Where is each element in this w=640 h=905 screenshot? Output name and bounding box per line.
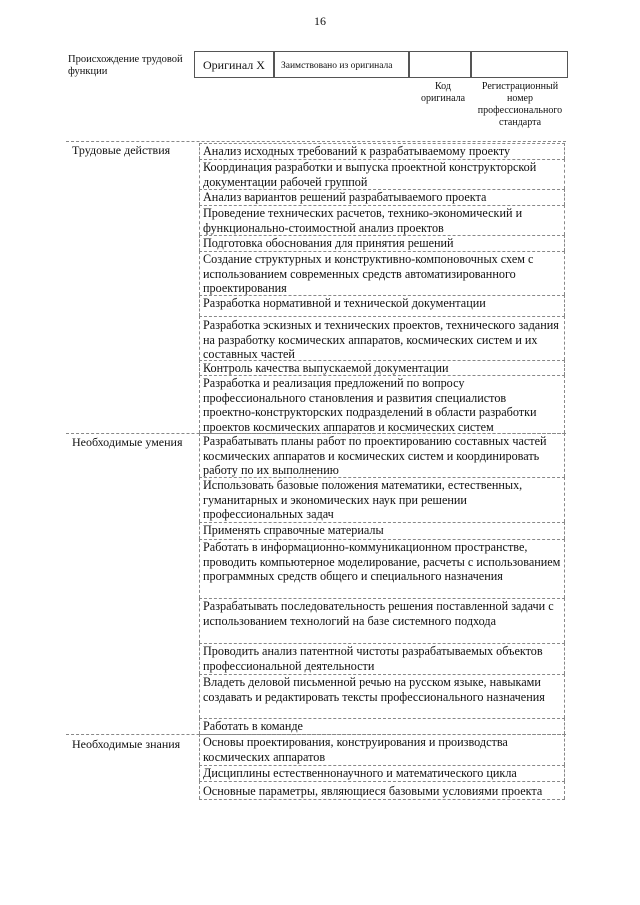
table-row: Использовать базовые положения математики, естественных, гуманитарных и экономических наук при решении профессиональных задач — [199, 477, 565, 522]
table-bottom-border — [199, 799, 565, 800]
table-row: Разрабатывать планы работ по проектированию составных частей космических аппаратов и космических систем и координировать работу по их выполнению — [199, 433, 565, 477]
table-row: Разработка и реализация предложений по вопросу профессионального становления и развития специалистов проектно-конструкторских подразделений в области разработки проектов космических аппаратов и космических систем — [199, 375, 565, 433]
table-row: Дисциплины естественнонаучного и математического цикла — [199, 765, 565, 781]
table-row: Применять справочные материалы — [199, 522, 565, 539]
code-caption: Код оригинала — [420, 81, 466, 104]
table-row: Работать в информационно-коммуникационном пространстве, проводить компьютерное моделирование, расчеты с использованием программных средств общего и специального назначения — [199, 539, 565, 598]
section-title-skills: Необходимые умения — [72, 435, 183, 449]
table-row: Анализ вариантов решений разрабатываемого проекта — [199, 189, 565, 205]
table-row: Подготовка обоснования для принятия решений — [199, 235, 565, 251]
table-row: Контроль качества выпускаемой документации — [199, 360, 565, 375]
table-row: Разработка эскизных и технических проектов, технического задания на разработку космических аппаратов, космических систем и их составных частей — [199, 316, 565, 360]
table-row: Проведение технических расчетов, технико-экономический и функционально-стоимостной анализ проектов — [199, 205, 565, 235]
table-row: Анализ исходных требований к разрабатываемому проекту — [199, 143, 565, 159]
original-cell: Оригинал X — [194, 51, 274, 78]
section-divider — [66, 141, 566, 142]
section-title-knowledge: Необходимые знания — [72, 737, 181, 751]
table-row: Работать в команде — [199, 718, 565, 734]
code-cell — [409, 51, 471, 78]
reg-number-cell — [471, 51, 568, 78]
page-number: 16 — [314, 14, 326, 28]
table-row: Владеть деловой письменной речью на русском языке, навыками создавать и редактировать тексты профессионального назначения — [199, 674, 565, 718]
table-row: Проводить анализ патентной чистоты разрабатываемых объектов профессиональной деятельности — [199, 643, 565, 674]
section-title-actions: Трудовые действия — [72, 143, 171, 157]
reg-caption: Регистрационный номер профессионального стандарта — [477, 81, 563, 128]
table-row: Основы проектирования, конструирования и производства космических аппаратов — [199, 734, 565, 765]
origin-label: Происхождение трудовой функции — [68, 54, 183, 77]
table-row: Создание структурных и конструктивно-компоновочных схем с использованием современных средств автоматизированного проектирования — [199, 251, 565, 295]
table-row: Разрабатывать последовательность решения поставленной задачи с использованием технологий на базе системного подхода — [199, 598, 565, 643]
table-row: Разработка нормативной и технической документации — [199, 295, 565, 316]
table-row: Основные параметры, являющиеся базовыми условиями проекта — [199, 781, 565, 799]
table-row: Координация разработки и выпуска проектной конструкторской документации рабочей группой — [199, 159, 565, 189]
borrowed-cell: Заимствовано из оригинала — [274, 51, 409, 78]
